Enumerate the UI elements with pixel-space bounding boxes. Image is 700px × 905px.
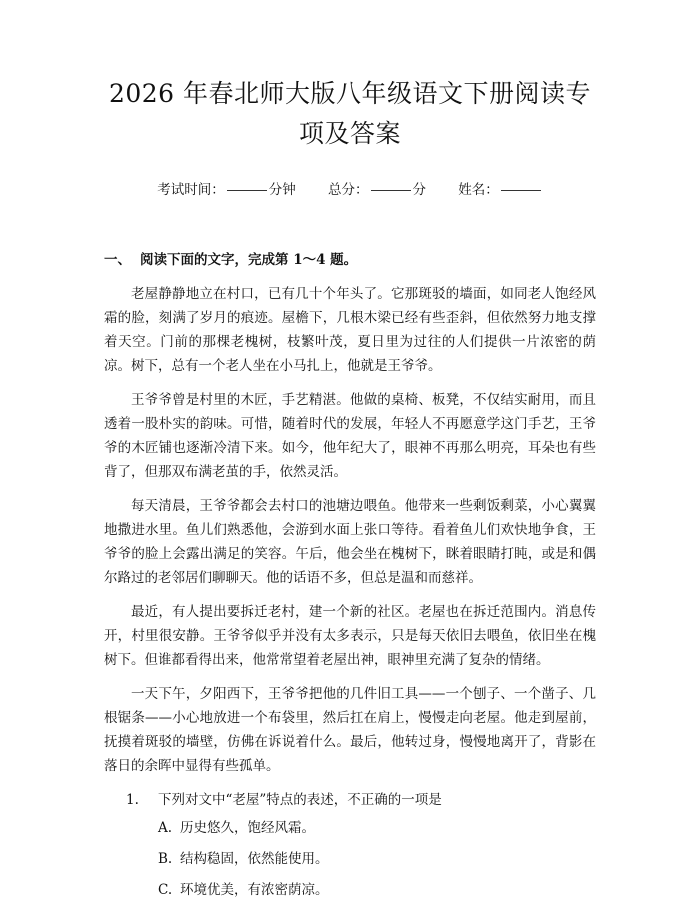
option-b <box>158 849 596 869</box>
name-label: 姓名： <box>458 182 499 198</box>
score-unit: 分 <box>412 182 426 198</box>
student-name <box>458 180 543 200</box>
option-letter: C. <box>158 882 173 898</box>
time-blank <box>227 190 267 191</box>
total-score <box>328 180 426 200</box>
option-c <box>158 880 596 900</box>
exam-meta <box>104 180 596 200</box>
option-letter: A. <box>158 820 173 836</box>
exam-time <box>157 180 296 200</box>
score-blank <box>371 190 411 191</box>
passage-paragraph: 王爷爷曾是村里的木匠，手艺精湛。他做的桌椅、板凳，不仅结实耐用，而且透着一股朴实的韵味。可惜，随着时代的发展，年轻人不再愿意学这门手艺，王爷爷的木匠铺也逐渐冷清下来。如今，他年纪大了，眼神不再那么明亮，耳朵也有些背了，但那双布满老茧的手，依然灵活。 <box>104 392 596 480</box>
time-unit: 分钟 <box>268 182 296 198</box>
passage-paragraph: 一天下午，夕阳西下，王爷爷把他的几件旧工具——一个刨子、一个凿子、几根锯条——小心地放进一个布袋里，然后扛在肩上，慢慢走向老屋。他走到屋前，抚摸着斑驳的墙壁，仿佛在诉说着什么。最后，他转过身，慢慢地离开了，背影在落日的余晖中显得有些孤单。 <box>104 686 596 774</box>
document-title: 2026 年春北师大版八年级语文下册阅读专项及答案 <box>108 79 592 148</box>
section-instruction: 阅读下面的文字，完成第 1～4 题。 <box>140 252 358 268</box>
answer-options <box>104 818 596 900</box>
option-text: 环境优美，有浓密荫凉。 <box>180 882 329 898</box>
score-label: 总分： <box>328 182 369 198</box>
section-number: 一、 <box>104 252 131 268</box>
passage-paragraph: 每天清晨，王爷爷都会去村口的池塘边喂鱼。他带来一些剩饭剩菜，小心翼翼地撒进水里。鱼儿们熟悉他，会游到水面上张口等待。看着鱼儿们欢快地争食，王爷爷的脸上会露出满足的笑容。午后，他会坐在槐树下，眯着眼睛打盹，或是和偶尔路过的老邻居们聊聊天。他的话语不多，但总是温和而慈祥。 <box>104 498 596 586</box>
option-letter: B. <box>158 851 173 867</box>
option-text: 历史悠久，饱经风霜。 <box>180 820 315 836</box>
passage-paragraph: 老屋静静地立在村口，已有几十个年头了。它那斑驳的墙面，如同老人饱经风霜的脸，刻满了岁月的痕迹。屋檐下，几根木梁已经有些歪斜，但依然努力地支撑着天空。门前的那棵老槐树，枝繁叶茂，夏日里为过往的人们提供一片浓密的荫凉。树下，总有一个老人坐在小马扎上，他就是王爷爷。 <box>104 286 596 374</box>
time-label: 考试时间： <box>157 182 225 198</box>
question-1 <box>104 788 596 812</box>
option-a <box>158 818 596 838</box>
option-text: 结构稳固，依然能使用。 <box>180 851 329 867</box>
passage-paragraph: 最近，有人提出要拆迁老村，建一个新的社区。老屋也在拆迁范围内。消息传开，村里很安静。王爷爷似乎并没有太多表示，只是每天依旧去喂鱼，依旧坐在槐树下。但谁都看得出来，他常常望着老屋出神，眼神里充满了复杂的情绪。 <box>104 604 596 668</box>
question-text: 下列对文中“老屋”特点的表述，不正确的一项是 <box>158 792 442 808</box>
name-blank <box>501 190 541 191</box>
section-heading <box>104 250 596 270</box>
question-number: 1. <box>126 792 139 808</box>
